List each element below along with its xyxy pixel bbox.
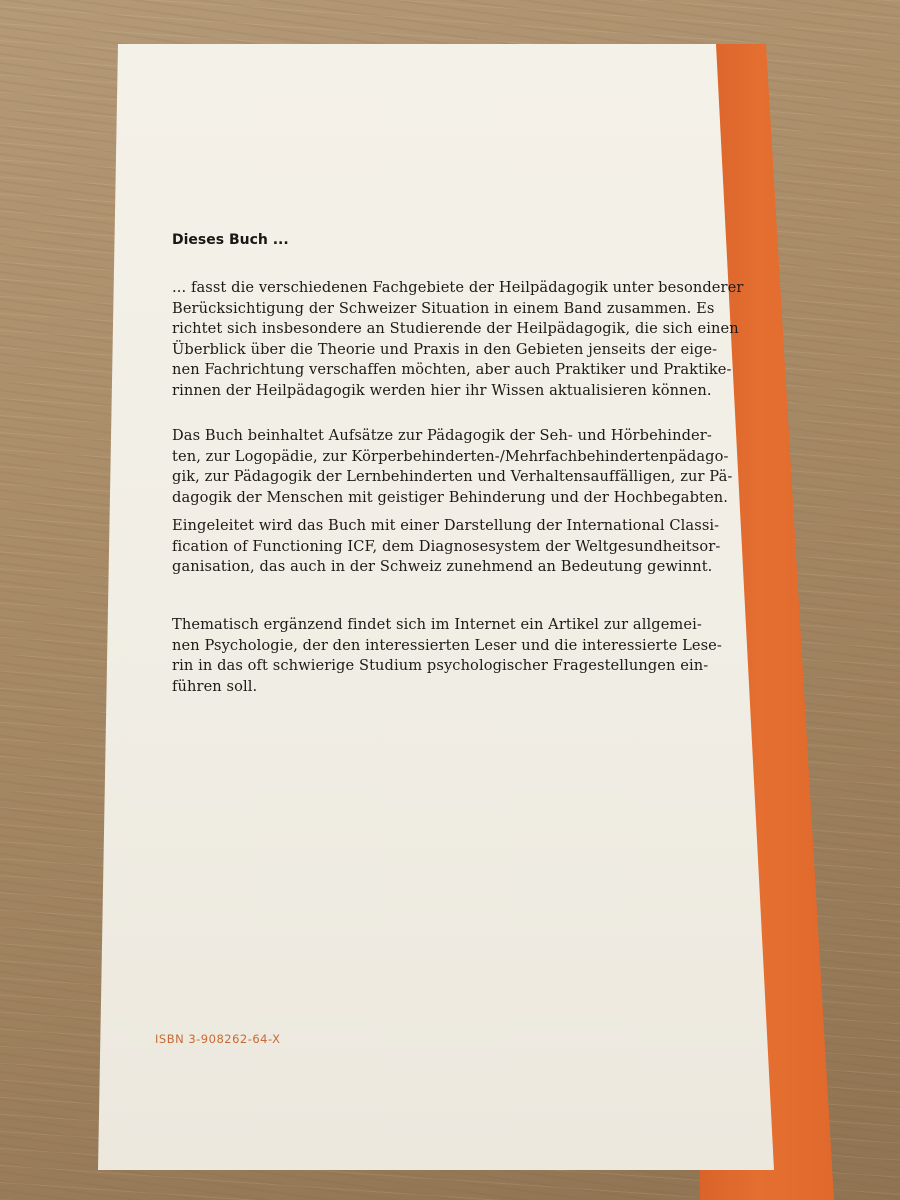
text-line: ... fasst die verschiedenen Fachgebiete der Heilpädagogik unter besonderer <box>172 279 744 296</box>
text-line: Thematisch ergänzend findet sich im Internet ein Artikel zur allgemei- <box>172 616 702 633</box>
text-line: Berücksichtigung der Schweizer Situation in einem Band zusammen. Es <box>172 299 715 317</box>
text-line: ten, zur Logopädie, zur Körperbehinderten-/Mehrfachbehindertenpädago- <box>172 447 729 465</box>
text-line: dagogik der Menschen mit geistiger Behinderung und der Hochbegabten. <box>172 488 728 506</box>
blurb-paragraph-3 <box>172 516 720 578</box>
text-line: fication of Functioning ICF, dem Diagnosesystem der Weltgesundheitsor- <box>172 537 721 555</box>
blurb-heading: Dieses Buch ... <box>172 232 289 248</box>
text-line: richtet sich insbesondere an Studierende der Heilpädagogik, die sich einen <box>172 320 739 337</box>
back-cover <box>98 44 774 1170</box>
text-line: nen Fachrichtung verschaffen möchten, aber auch Praktiker und Praktike- <box>172 361 732 378</box>
text-line: gik, zur Pädagogik der Lernbehinderten und Verhaltensauffälligen, zur Pä- <box>172 468 733 485</box>
text-line: Überblick über die Theorie und Praxis in den Gebieten jenseits der eige- <box>172 340 718 358</box>
text-line: rinnen der Heilpädagogik werden hier ihr Wissen aktualisieren können. <box>172 381 712 399</box>
text-line: führen soll. <box>172 677 258 695</box>
text-line: nen Psychologie, der den interessierten Leser und die interessierte Lese- <box>172 636 722 654</box>
text-line: rin in das oft schwierige Studium psychologischer Fragestellungen ein- <box>172 657 709 674</box>
text-line: Das Buch beinhaltet Aufsätze zur Pädagogik der Seh- und Hörbehinder- <box>172 427 712 444</box>
text-line: Eingeleitet wird das Buch mit einer Darstellung der International Classi- <box>172 517 720 534</box>
isbn-number: ISBN 3-908262-64-X <box>155 1032 281 1046</box>
blurb-paragraph-2 <box>172 426 732 508</box>
text-line: ganisation, das auch in der Schweiz zunehmend an Bedeutung gewinnt. <box>172 558 713 575</box>
blurb-paragraph-4 <box>172 615 722 697</box>
blurb-paragraph-1 <box>172 278 743 401</box>
